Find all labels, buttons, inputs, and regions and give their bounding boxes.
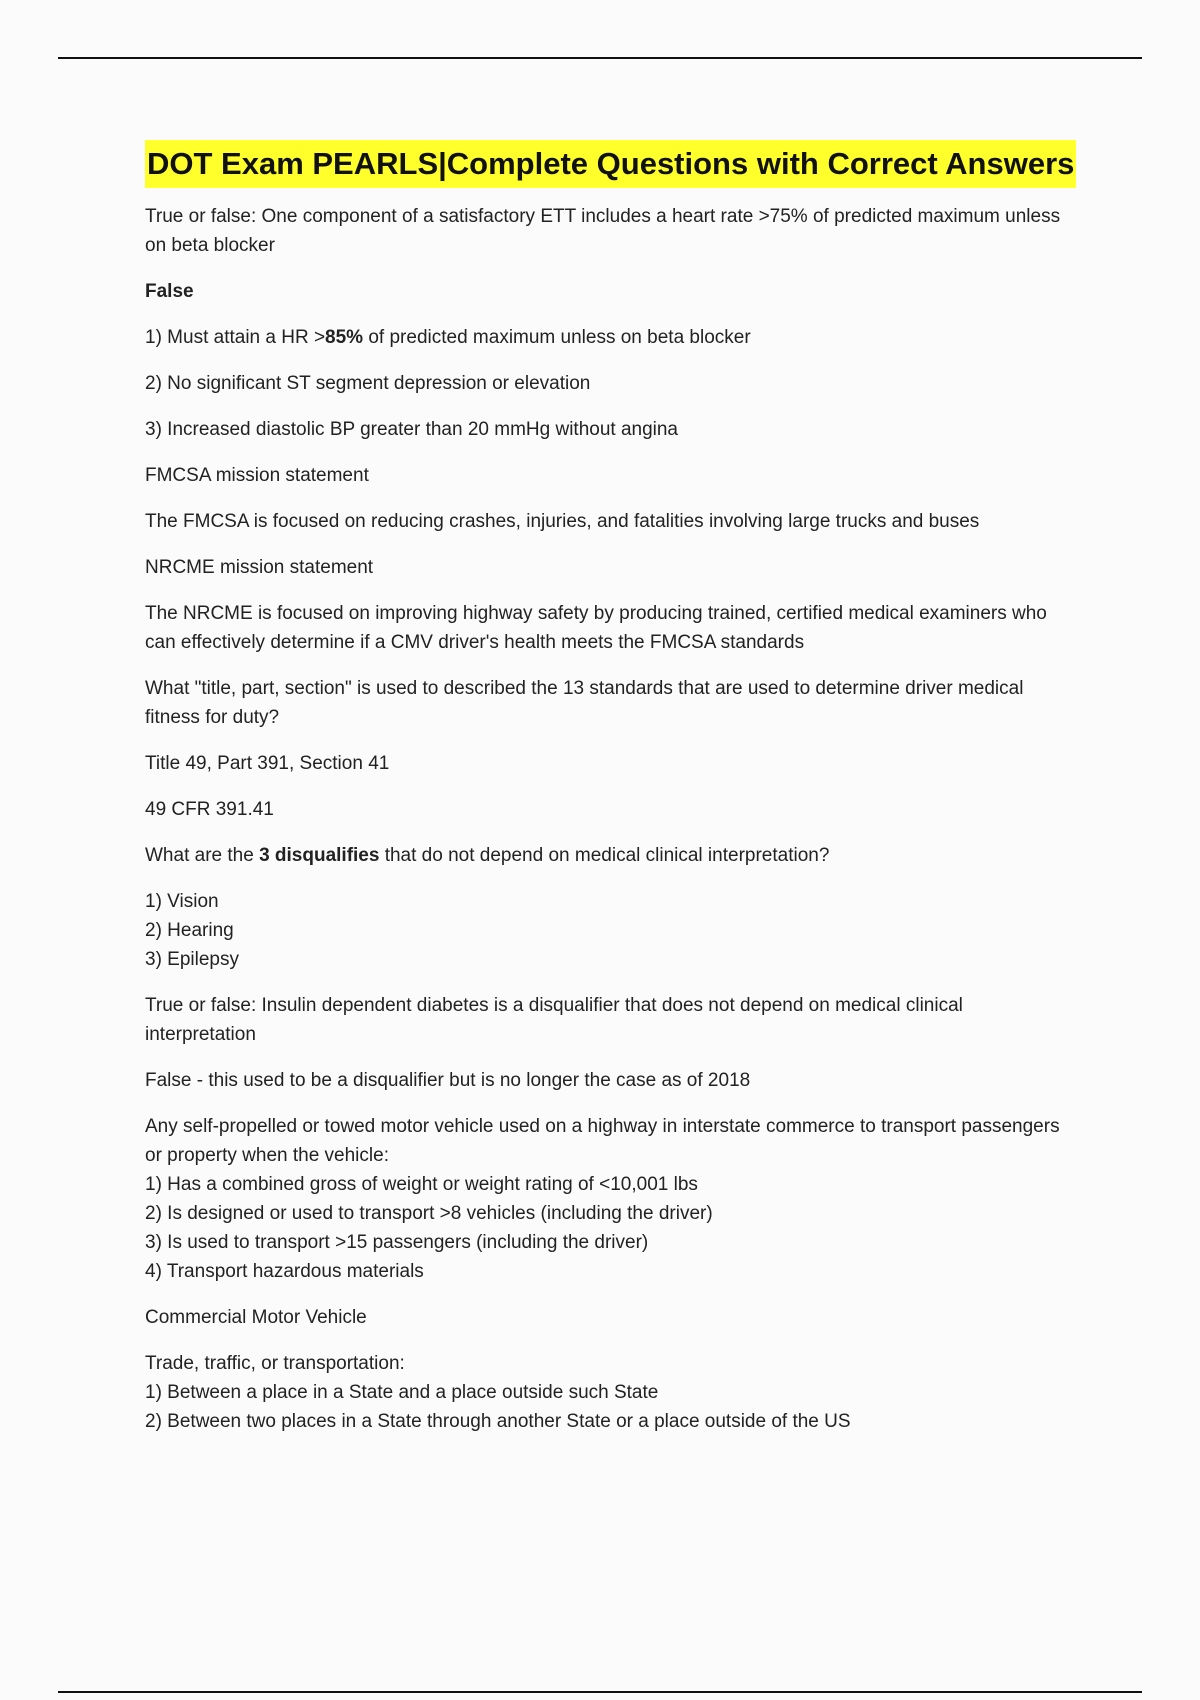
list-item: 1) Between a place in a State and a place outside such State (145, 1382, 659, 1403)
q5-suffix: that do not depend on medical clinical interpretation? (379, 845, 830, 866)
answer-cfr: 49 CFR 391.41 (145, 799, 274, 820)
question-title-part-section: What "title, part, section" is used to described the 13 standards that are used to determine driver medical fitness for duty? (145, 678, 1024, 728)
answer-cmv: Commercial Motor Vehicle (145, 1307, 367, 1328)
question-cmv-definition (145, 1112, 1075, 1286)
q5-bold: 3 disqualifies (259, 845, 380, 866)
footer-rule (58, 1691, 1142, 1693)
question-disqualifiers (145, 841, 1075, 870)
list-item: 1) Vision (145, 891, 219, 912)
point-1-bold: 85% (325, 327, 364, 348)
answer-ett-verdict: False (145, 281, 194, 302)
answer-insulin: False - this used to be a disqualifier but is no longer the case as of 2018 (145, 1070, 751, 1091)
list-item: 2) Is designed or used to transport >8 vehicles (including the driver) (145, 1203, 713, 1224)
point-1-prefix: 1) Must attain a HR > (145, 327, 326, 348)
document-title: DOT Exam PEARLS|Complete Questions with Correct Answers (145, 140, 1076, 188)
question-ett: True or false: One component of a satisfactory ETT includes a heart rate >75% of predicted maximum unless on beta blocker (145, 206, 1061, 256)
answer-nrcme: The NRCME is focused on improving highway safety by producing trained, certified medical examiners who can effectively determine if a CMV driver's health meets the FMCSA standards (145, 603, 1047, 653)
question-insulin: True or false: Insulin dependent diabetes is a disqualifier that does not depend on medical clinical interpretation (145, 995, 963, 1045)
list-item: 1) Has a combined gross of weight or weight rating of <10,001 lbs (145, 1174, 698, 1195)
question-fmcsa: FMCSA mission statement (145, 465, 369, 486)
cmv-intro: Any self-propelled or towed motor vehicle used on a highway in interstate commerce to transport passengers or property when the vehicle: (145, 1116, 1060, 1166)
commerce-intro: Trade, traffic, or transportation: (145, 1353, 405, 1374)
answer-fmcsa: The FMCSA is focused on reducing crashes, injuries, and fatalities involving large trucks and buses (145, 511, 980, 532)
list-item: 2) Hearing (145, 920, 234, 941)
question-interstate-commerce (145, 1349, 1075, 1436)
list-item: 2) Between two places in a State through another State or a place outside of the US (145, 1411, 851, 1432)
answer-ett-point-2: 2) No significant ST segment depression or elevation (145, 373, 591, 394)
question-nrcme: NRCME mission statement (145, 557, 374, 578)
answer-ett-point-1 (145, 323, 1075, 352)
document-page (145, 140, 1075, 1453)
point-1-suffix: of predicted maximum unless on beta blocker (363, 327, 751, 348)
answer-ett-point-3: 3) Increased diastolic BP greater than 20 mmHg without angina (145, 419, 679, 440)
answer-disqualifiers-list (145, 887, 1075, 974)
answer-title-part-section: Title 49, Part 391, Section 41 (145, 753, 390, 774)
list-item: 4) Transport hazardous materials (145, 1261, 424, 1282)
q5-prefix: What are the (145, 845, 260, 866)
list-item: 3) Epilepsy (145, 949, 239, 970)
list-item: 3) Is used to transport >15 passengers (including the driver) (145, 1232, 649, 1253)
header-rule (58, 57, 1142, 59)
